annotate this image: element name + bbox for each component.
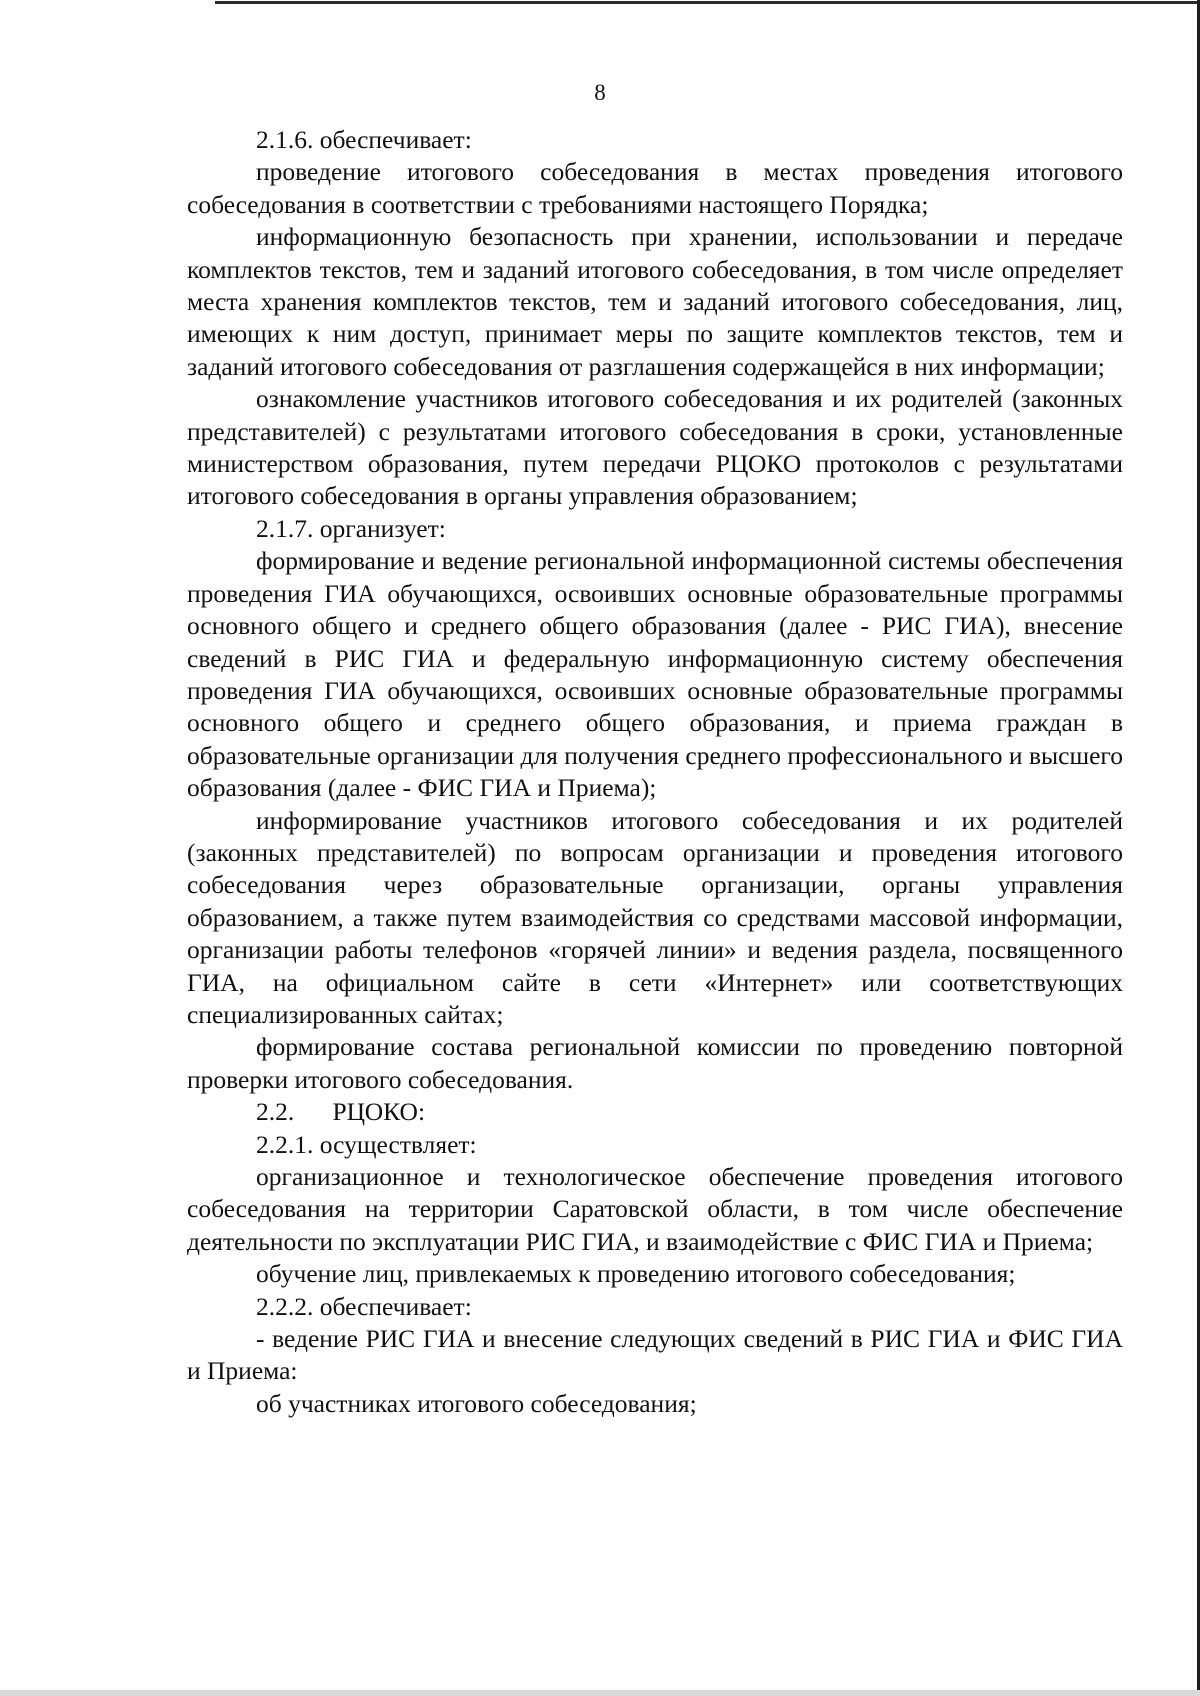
clause-2-2-2-heading: 2.2.2. обеспечивает: xyxy=(256,1291,472,1321)
clause-2-1-7-heading: 2.1.7. организует: xyxy=(256,513,446,543)
clause-2-2-1-heading: 2.2.1. осуществляет: xyxy=(256,1129,477,1159)
scan-top-edge xyxy=(215,1,1200,4)
paragraph: об участниках итогового собеседования; xyxy=(256,1388,697,1418)
document-body xyxy=(187,124,1123,1420)
paragraph: формирование и ведение региональной информационной системы обеспечения проведения ГИА обучающихся, освоивших основные образовательные программы основного общего и среднего общего образования (далее - РИС ГИА), внесение сведений в РИС ГИА и федеральную информационную систему обеспечения проведения ГИА обучающихся, освоивших основные образовательные программы основного общего и среднего общего образования, и приема граждан в образовательные организации для получения среднего профессионального и высшего образования (далее - ФИС ГИА и Приема); xyxy=(187,546,1123,803)
paragraph: обучение лиц, привлекаемых к проведению итогового собеседования; xyxy=(256,1259,1016,1289)
paragraph: формирование состава региональной комиссии по проведению повторной проверки итогового собеседования. xyxy=(187,1032,1123,1094)
scan-bottom-edge xyxy=(0,1690,1200,1696)
paragraph: информационную безопасность при хранении, использовании и передаче комплектов текстов, тем и заданий итогового собеседования, в том числе определяет места хранения комплектов текстов, тем и заданий итогового собеседования, лиц, имеющих к ним доступ, принимает меры по защите комплектов текстов, тем и заданий итогового собеседования от разглашения содержащейся в них информации; xyxy=(187,222,1123,381)
paragraph: организационное и технологическое обеспечение проведения итогового собеседования на территории Саратовской области, в том числе обеспечение деятельности по эксплуатации РИС ГИА, и взаимодействие с ФИС ГИА и Приема; xyxy=(187,1162,1123,1256)
clause-2-1-6-heading: 2.1.6. обеспечивает: xyxy=(256,125,472,154)
paragraph: проведение итогового собеседования в местах проведения итогового собеседования в соответствии с требованиями настоящего Порядка; xyxy=(187,157,1123,219)
section-2-2-heading: 2.2. РЦОКО: xyxy=(256,1097,426,1127)
paragraph: информирование участников итогового собеседования и их родителей (законных представителей) по вопросам организации и проведения итогового собеседования через образовательные организации, органы управления образованием, а также путем взаимодействия со средствами массовой информации, организации работы телефонов «горячей линии» и ведения раздела, посвященного ГИА, на официальном сайте в сети «Интернет» или соответствующих специализированных сайтах; xyxy=(187,805,1123,1029)
paragraph: ознакомление участников итогового собеседования и их родителей (законных представителей) с результатами итогового собеседования в сроки, установленные министерством образования, путем передачи РЦОКО протоколов с результатами итогового собеседования в органы управления образованием; xyxy=(187,384,1123,511)
paragraph: - ведение РИС ГИА и внесение следующих сведений в РИС ГИА и ФИС ГИА и Приема: xyxy=(187,1324,1123,1386)
page-number: 8 xyxy=(594,80,606,105)
